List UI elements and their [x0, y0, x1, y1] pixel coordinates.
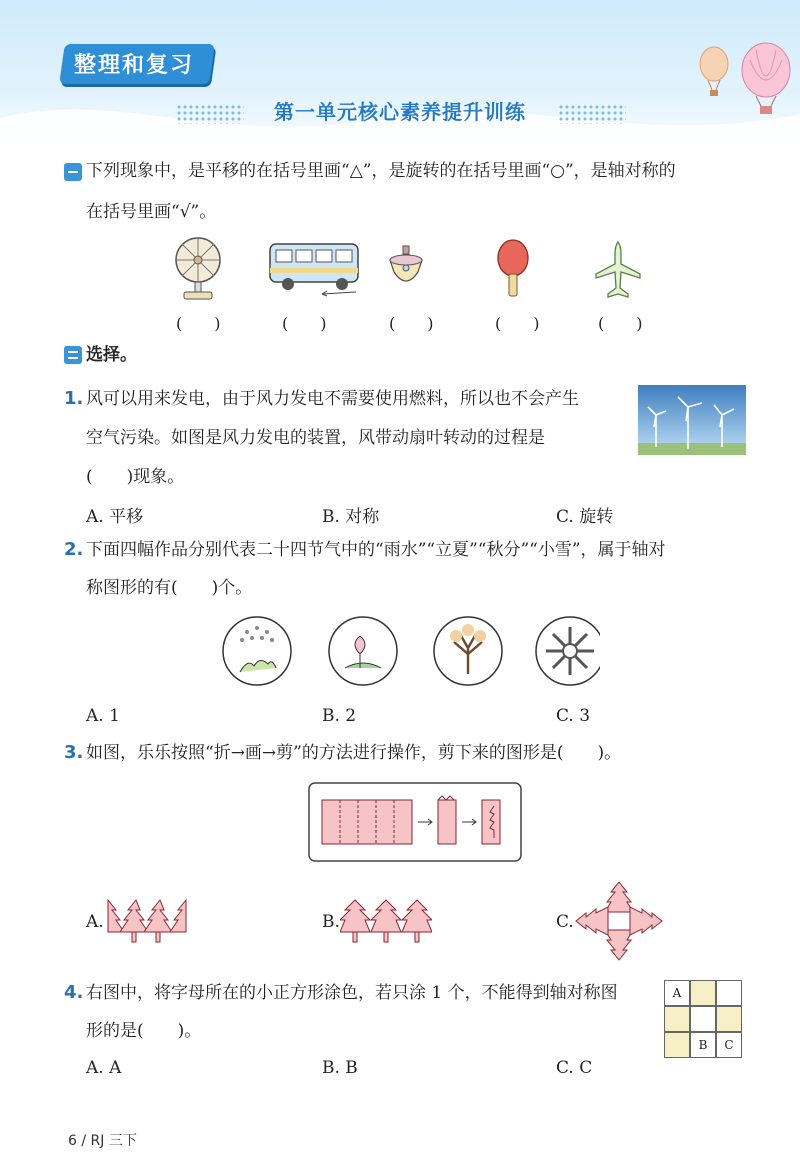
question-3-option-a[interactable]: A. [86, 912, 104, 932]
wind-turbine-photo [638, 385, 746, 455]
grid-cell [716, 980, 742, 1006]
question-2-option-b[interactable]: B. 2 [322, 706, 357, 726]
section-two-heading: 选择。 [86, 345, 137, 365]
grid-cell [690, 1006, 716, 1032]
bus-image [266, 238, 366, 300]
section-one-icon [64, 163, 82, 181]
airplane-image [592, 240, 644, 300]
question-3-option-c[interactable]: C. [556, 912, 574, 932]
ping-pong-paddle-image [496, 238, 530, 300]
question-1-option-a[interactable]: A. 平移 [86, 507, 144, 527]
question-2-option-c[interactable]: C. 3 [556, 706, 591, 726]
question-2-number: 2. [64, 539, 84, 560]
question-1-line1: 风可以用来发电，由于风力发电不需要使用燃料，所以也不会产生 [86, 389, 579, 409]
question-2-line1: 下面四幅作品分别代表二十四节气中的“雨水”“立夏”“秋分”“小雪”，属于轴对 [86, 540, 666, 560]
question-2-line2: 称图形的有( )个。 [86, 578, 253, 598]
letter-grid [664, 980, 744, 1060]
grid-cell-b: B [690, 1032, 716, 1058]
grid-cell-a: A [664, 980, 690, 1006]
fold-draw-cut-diagram [308, 782, 522, 862]
electric-fan-image [168, 234, 230, 302]
section-two-icon [64, 346, 82, 364]
question-1-line3: ( )现象。 [86, 467, 185, 487]
option-b-trees-image [340, 898, 432, 944]
option-a-trees-image [104, 898, 190, 944]
question-2-option-a[interactable]: A. 1 [86, 706, 120, 726]
solar-term-artworks [220, 614, 600, 688]
page-footer: 6 / RJ 三下 [68, 1133, 137, 1149]
spinning-top-image [386, 244, 426, 292]
question-1-option-c[interactable]: C. 旋转 [556, 507, 614, 527]
section-tag-label: 整理和复习 [74, 53, 195, 78]
grid-cell-c: C [716, 1032, 742, 1058]
answer-paren-1[interactable]: ( ) [176, 314, 221, 333]
answer-paren-3[interactable]: ( ) [389, 314, 434, 333]
answer-paren-2[interactable]: ( ) [282, 314, 327, 333]
grid-cell [664, 1032, 690, 1058]
question-4-number: 4. [64, 982, 84, 1003]
question-1-number: 1. [64, 388, 84, 409]
question-4-option-c[interactable]: C. C [556, 1058, 593, 1078]
page-title: 第一单元核心素养提升训练 [274, 100, 526, 124]
answer-paren-4[interactable]: ( ) [495, 314, 540, 333]
section-one-line2: 在括号里画“√”。 [86, 202, 217, 222]
question-1-line2: 空气污染。如图是风力发电的装置，风带动扇叶转动的过程是 [86, 428, 545, 448]
question-4-line1: 右图中，将字母所在的小正方形涂色，若只涂 1 个，不能得到轴对称图 [86, 983, 618, 1003]
grid-cell [664, 1006, 690, 1032]
grid-cell [716, 1006, 742, 1032]
question-4-option-b[interactable]: B. B [322, 1058, 358, 1078]
answer-paren-5[interactable]: ( ) [598, 314, 643, 333]
question-3-line1: 如图，乐乐按照“折→画→剪”的方法进行操作，剪下来的图形是( )。 [86, 743, 622, 763]
question-4-option-a[interactable]: A. A [86, 1058, 122, 1078]
question-1-option-b[interactable]: B. 对称 [322, 507, 380, 527]
section-one-line1: 下列现象中，是平移的在括号里画“△”，是旋转的在括号里画“○”，是轴对称的 [86, 161, 676, 181]
question-4-line2: 形的是( )。 [86, 1021, 202, 1041]
question-3-option-b[interactable]: B. [322, 912, 340, 932]
option-c-snowflake-trees-image [574, 880, 664, 962]
question-3-number: 3. [64, 742, 84, 763]
grid-cell [690, 980, 716, 1006]
